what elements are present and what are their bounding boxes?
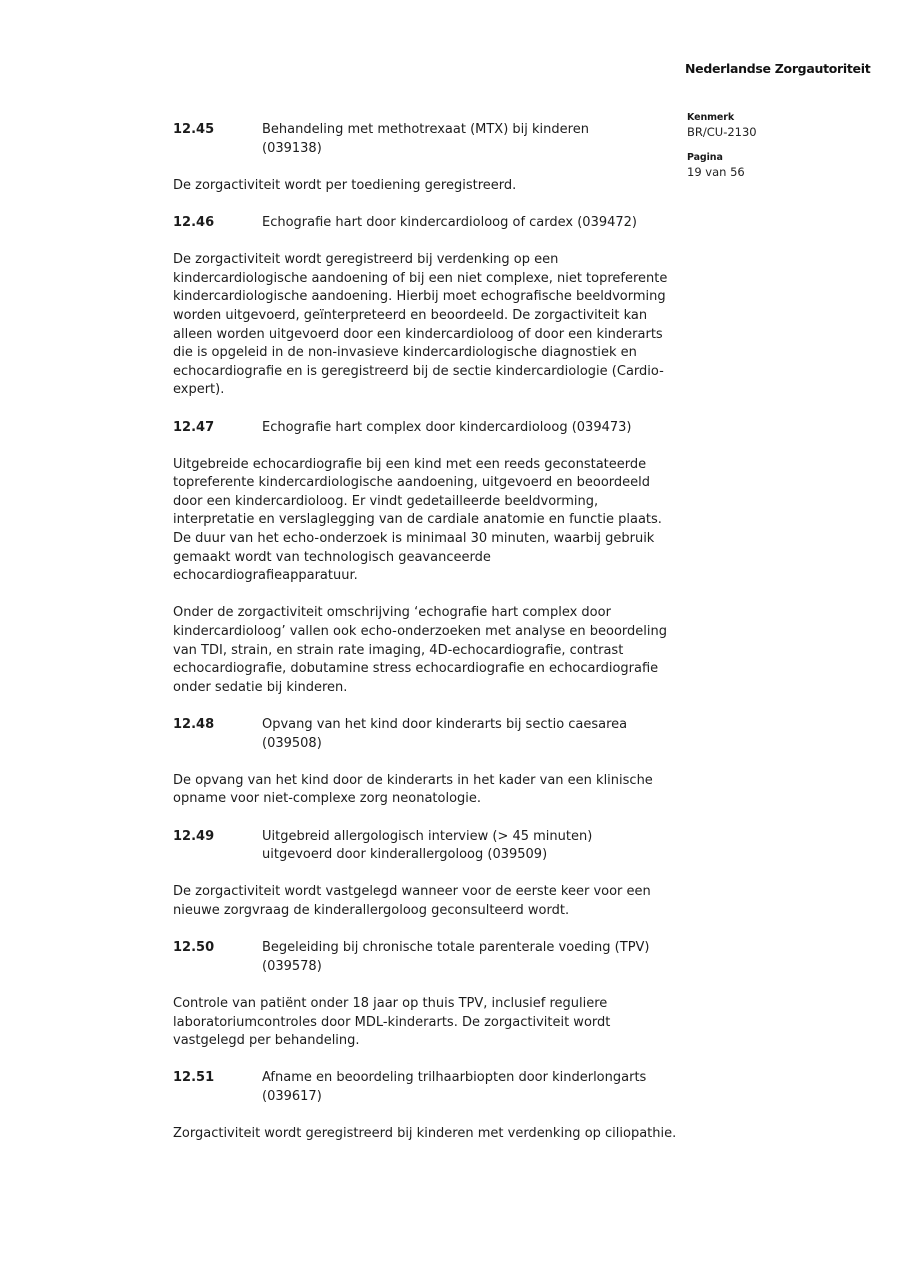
section-title-line: Uitgebreid allergologisch interview (> 45 minuten) (262, 828, 593, 844)
kenmerk-value: BR/CU-2130 (687, 125, 757, 139)
kenmerk-block (687, 112, 757, 139)
section-title (262, 214, 677, 233)
section (173, 419, 677, 698)
kenmerk-label: Kenmerk (687, 112, 735, 123)
section-number: 12.46 (173, 214, 215, 230)
section (173, 939, 677, 1051)
section (173, 121, 677, 195)
section-title (262, 1069, 677, 1106)
section-title (262, 828, 677, 865)
meta-sidebar (687, 112, 757, 179)
section-number: 12.47 (173, 419, 215, 435)
section-title-line: Afname en beoordeling trilhaarbiopten door kinderlongarts (262, 1070, 647, 1086)
section-number: 12.45 (173, 122, 215, 137)
section-title (262, 939, 677, 976)
section-paragraph: Zorgactiviteit wordt geregistreerd bij kinderen met verdenking op ciliopathie. (173, 1126, 677, 1142)
section-title-line: Behandeling met methotrexaat (MTX) bij kinderen (262, 122, 589, 137)
section-title-line: Opvang van het kind door kinderarts bij sectio caesarea (262, 717, 628, 732)
section-title-line: Echografie hart door kindercardioloog of cardex (039472) (262, 214, 638, 230)
section (173, 828, 677, 921)
section-number: 12.48 (173, 717, 215, 732)
section-heading (173, 828, 677, 865)
section-number: 12.49 (173, 828, 215, 844)
section-paragraph: De opvang van het kind door de kinderarts in het kader van een klinische opname voor niet-complexe zorg neonatologie. (173, 772, 653, 807)
section (173, 716, 677, 809)
section-paragraph: Onder de zorgactiviteit omschrijving ‘echografie hart complex door kindercardioloog’ vallen ook echo-onderzoeken met analyse en beoordeling van TDI, strain, en strain rate imaging, 4D-echocardiografie, contrast echocardiografie, dobutamine stress echocardiografie en echocardiografie onder sedatie bij kinderen. (173, 605, 667, 695)
section-title (262, 121, 677, 158)
section-paragraph: Uitgebreide echocardiografie bij een kind met een reeds geconstateerde topreferente kindercardiologische aandoening, uitgevoerd en beoordeeld door een kindercardioloog. Er vindt gedetailleerde beeldvorming, interpretatie en verslaglegging van de cardiale anatomie en functie plaats. De duur van het echo-onderzoek is minimaal 30 minuten, waarbij gebruik gemaakt wordt van technologisch geavanceerde echocardiografieapparatuur. (173, 456, 662, 584)
section-title-line: uitgevoerd door kinderallergoloog (039509) (262, 847, 548, 863)
section-title-line: Echografie hart complex door kindercardioloog (039473) (262, 419, 632, 435)
section-heading (173, 1069, 677, 1106)
section-title-line: Begeleiding bij chronische totale parenterale voeding (TPV) (262, 940, 650, 956)
section-paragraph: De zorgactiviteit wordt geregistreerd bij verdenking op een kindercardiologische aandoening of bij een niet complexe, niet topreferente kindercardiologische aandoening. Hierbij moet echografische beeldvorming worden uitgevoerd, geïnterpreteerd en beoordeeld. De zorgactiviteit kan alleen worden uitgevoerd door een kindercardioloog of door een kinderarts die is opgeleid in de non-invasieve kindercardiologische diagnostiek en echocardiografie en is geregistreerd bij de sectie kindercardiologie (Cardio-expert). (173, 252, 668, 398)
section-heading (173, 716, 677, 753)
page-number: 19 van 56 (687, 165, 745, 179)
section-title-line: (039578) (262, 958, 322, 974)
section-number: 12.50 (173, 940, 215, 956)
section-heading (173, 214, 677, 233)
section-title-line: (039617) (262, 1088, 322, 1104)
section (173, 214, 677, 400)
section-title-line: (039138) (262, 140, 322, 156)
section-paragraph: De zorgactiviteit wordt vastgelegd wanneer voor de eerste keer voor een nieuwe zorgvraag de kinderallergoloog geconsulteerd wordt. (173, 884, 651, 918)
section-heading (173, 121, 677, 158)
pagina-label: Pagina (687, 152, 723, 163)
section (173, 1069, 677, 1143)
section-heading (173, 939, 677, 976)
section-paragraph: De zorgactiviteit wordt per toediening geregistreerd. (173, 177, 517, 193)
section-paragraph: Controle van patiënt onder 18 jaar op thuis TPV, inclusief reguliere laboratoriumcontroles door MDL-kinderarts. De zorgactiviteit wordt vastgelegd per behandeling. (173, 995, 611, 1049)
document-body (173, 121, 677, 1162)
section-title-line: (039508) (262, 735, 322, 751)
section-title (262, 716, 677, 753)
section-heading (173, 419, 677, 438)
pagina-block (687, 152, 757, 179)
section-title (262, 419, 677, 438)
section-number: 12.51 (173, 1070, 215, 1086)
brand-logo: Nederlandse Zorgautoriteit (685, 61, 871, 76)
